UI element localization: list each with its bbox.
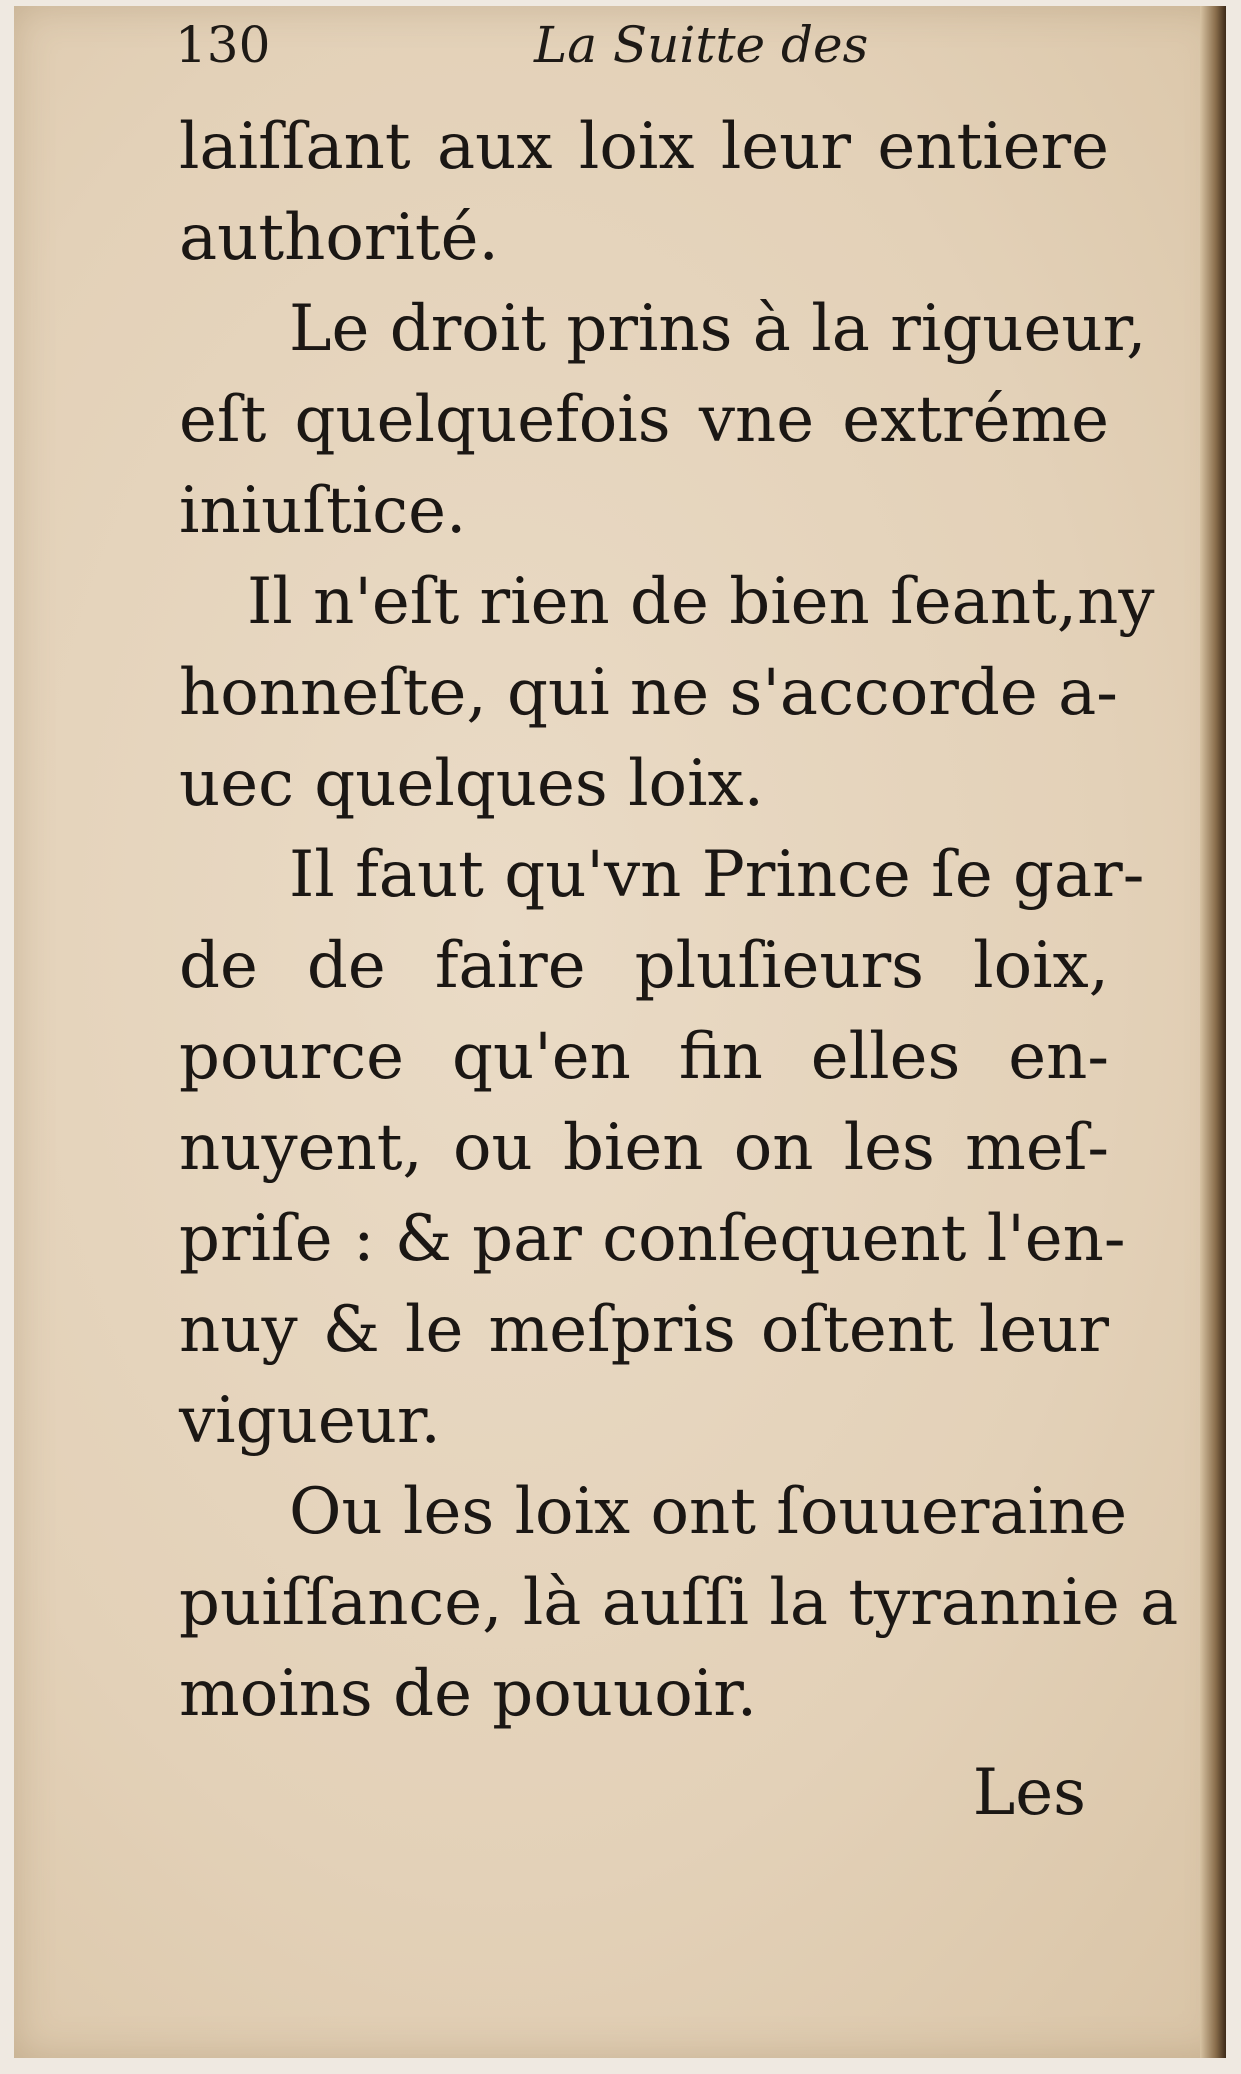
page-gutter bbox=[1200, 6, 1226, 2058]
text-line: Ou les loix ont ſouueraine bbox=[289, 1475, 1128, 1549]
running-title: La Suitte des bbox=[534, 16, 869, 74]
catchword: Les bbox=[972, 1756, 1086, 1830]
text-line: uec quelques loix. bbox=[179, 747, 764, 821]
text-line: authorité. bbox=[179, 201, 499, 275]
text-line: moins de pouuoir. bbox=[179, 1657, 758, 1731]
text-line: laiſſant aux loix leur entiere bbox=[179, 110, 1109, 184]
body-text bbox=[179, 102, 1179, 1740]
text-line: priſe : & par conſequent l'en- bbox=[179, 1202, 1126, 1276]
book-page bbox=[14, 6, 1226, 2058]
text-line: Il n'eſt rien de bien ſeant,ny bbox=[247, 565, 1155, 639]
text-line: de de faire pluſieurs loix, bbox=[179, 929, 1109, 1003]
text-line: nuy & le meſpris oſtent leur bbox=[179, 1293, 1109, 1367]
text-line: Il faut qu'vn Prince ſe gar- bbox=[289, 838, 1145, 912]
text-line: honneſte, qui ne s'accorde a- bbox=[179, 656, 1118, 730]
text-line: vigueur. bbox=[179, 1384, 441, 1458]
text-line: pource qu'en fin elles en- bbox=[179, 1020, 1109, 1094]
text-line: nuyent, ou bien on les meſ- bbox=[179, 1111, 1109, 1185]
text-line: iniuſtice. bbox=[179, 474, 467, 548]
text-line: Le droit prins à la rigueur, bbox=[289, 292, 1147, 366]
page-number: 130 bbox=[175, 16, 271, 74]
text-line: eſt quelquefois vne extréme bbox=[179, 383, 1109, 457]
page-header bbox=[159, 16, 1059, 86]
text-line: puiſſance, là auſſi la tyrannie a bbox=[179, 1566, 1179, 1640]
